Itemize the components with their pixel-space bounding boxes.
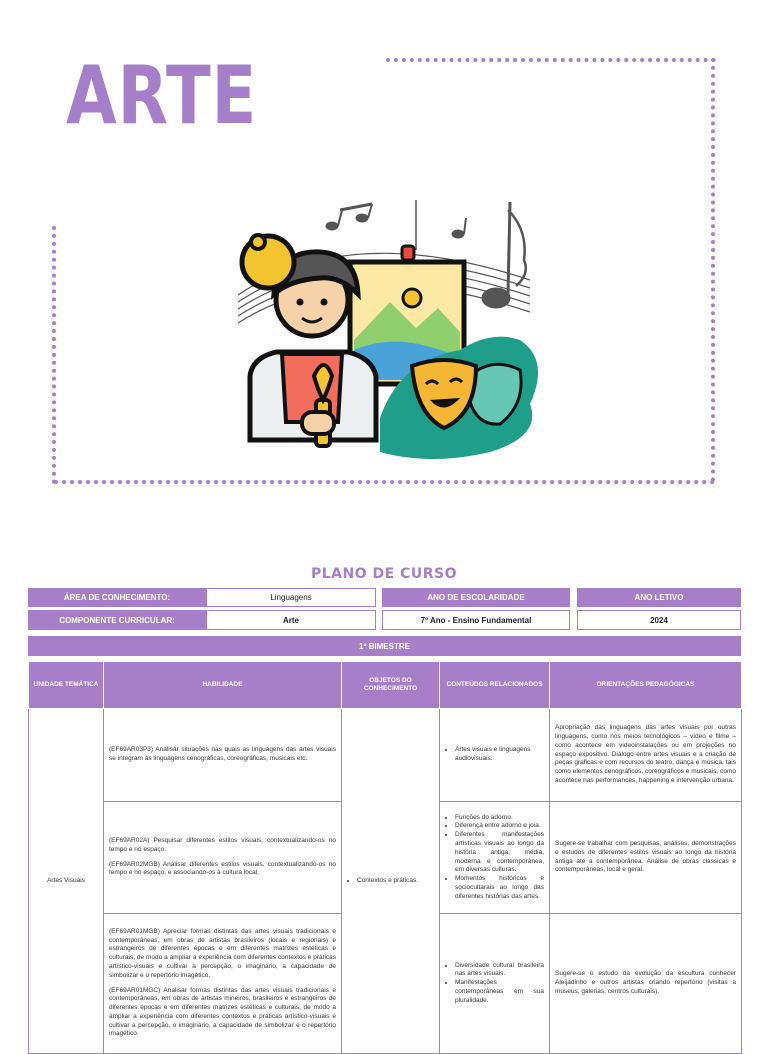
objeto-item: • Contextos e práticas. [357,877,434,886]
habilidade-cell [104,914,342,1054]
orientacao-cell: Sugere-se trabalhar com pesquisas, análises, demonstrações e estudos de diferentes estilos visuais ao longo da história antiga até a contemporânea. Análise de obras clássicas e contemporâneas, local e geral. [550,802,742,914]
cover-title: ARTE [66,49,258,142]
conteudo-cell [440,802,550,914]
ano-escolaridade-label: ANO DE ESCOLARIDADE [382,588,570,607]
conteudo-item: • Artes visuais e linguagens audiovisuais. [455,746,544,764]
table-row [29,709,742,802]
frame-bottom-border [54,480,715,484]
habilidade-cell [104,709,342,802]
artist-illustration [230,190,550,470]
header-objetos: OBJETOS DO CONHECIMENTO [342,662,440,709]
ano-letivo-value: 2024 [577,610,741,630]
frame-right-border [711,58,715,482]
curriculum-table [28,661,742,1054]
header-habilidade: HABILIDADE [104,662,342,709]
header-row-2 [28,610,741,630]
header-conteudos: CONTEÚDOS RELACIONADOS [440,662,550,709]
conteudo-item: • Funções do adorno. [455,814,544,823]
header-orientacoes: ORIENTAÇÕES PEDAGÓGICAS [550,662,742,709]
componente-label: COMPONENTE CURRICULAR: [28,610,206,630]
conteudo-cell [440,914,550,1054]
table-header-row [29,662,742,709]
conteudo-item: • Diversidade cultural brasileira nas artes visuais. [455,962,544,980]
header-unidade: UNIDADE TEMÁTICA [29,662,104,709]
frame-left-border [52,226,56,484]
orientacao-cell: Apropriação das linguagens das artes visuais por outras linguagens, como nos meios tecnológicos – vídeo e filme – como acontece em videoinstalações ou em projeções no espaço expositivo. Diálogo entre artes visuais e a criação de peças gráficas e com recursos do teatro, dança e música, tais como elementos cenográficos, coreográficos e musicais, como acontece nas performances, happening e intervenção urbana. [550,709,742,802]
ano-escolaridade-value: 7º Ano - Ensino Fundamental [382,610,570,630]
conteudo-cell [440,709,550,802]
habilidade-text: (EF69AR02MGB) Analisar diferentes estilos visuais, contextualizando-os no tempo e no espaço, e associando-os à cultura local. [109,860,336,877]
conteudo-item: • Diferentes manifestações artísticas visuais ao longo da história antiga, média, moderna e contemporânea, em diversas culturas. [455,831,544,875]
conteudo-item: • Momentos históricos e sociocultarais ao longo das diferentes histórias das artes. [455,875,544,901]
unidade-cell: Artes Visuais [29,709,104,1054]
orientacao-cell: Sugere-se o estudo da evolução da escultura conhecer Aleijadinho e outros artistas criando repertório (visitas a museus, galerias, centros culturais). [550,914,742,1054]
objeto-cell [342,709,440,1054]
plano-title: PLANO DE CURSO [311,566,457,582]
header-row-1 [28,588,741,607]
habilidade-text: (EF69AR01MGC) Analisar formas distintas das artes visuais tradicionais e contemporâneas, em obras de artistas mineiros, brasileiros e estrangeiros de diferentes épocas e em diferentes matrizes estéticas e culturais, de modo a ampliar a experiência com diferentes contextos e práticas artístico-visuais e cultivar a percepção, o imaginário, a capacidade de simbolizar e o repertório imagético. [109,986,336,1038]
conteudo-item: • Diferença entre adorno e joia. [455,822,544,831]
componente-value: Arte [206,610,376,630]
conteudo-item: • Manifestações contemporâneas em sua pluralidade. [455,979,544,1005]
frame-top-border [386,58,716,62]
bimestre-bar: 1º BIMESTRE [28,636,741,656]
ano-letivo-label: ANO LETIVO [577,588,741,607]
habilidade-text: (EF69AR02A) Pesquisar diferentes estilos visuais, contextualizando-os no tempo e no espaço. [109,836,336,853]
area-label: ÁREA DE CONHECIMENTO: [28,588,206,607]
habilidade-text: (EF69AR01MGB) Apreciar formas distintas das artes visuais tradicionais e contemporâneas, em obras de artistas brasileiros (locais e regionais) e estrangeiros de diferentes épocas e em diferentes matrizes estéticas e culturais, de modo a ampliar a experiência com diferentes contextos e práticas artístico-visuais e cultivar a percepção, o imaginário, a capacidade de simbolizar e o repertório imagético. [109,927,336,979]
habilidade-cell [104,802,342,914]
habilidade-text: (EF69AR03P3) Analisar situações nas quais as linguagens das artes visuais se integram às linguagens cenográficas, coreográficas, musicais etc. [109,746,336,762]
area-value: Linguagens [206,588,376,607]
